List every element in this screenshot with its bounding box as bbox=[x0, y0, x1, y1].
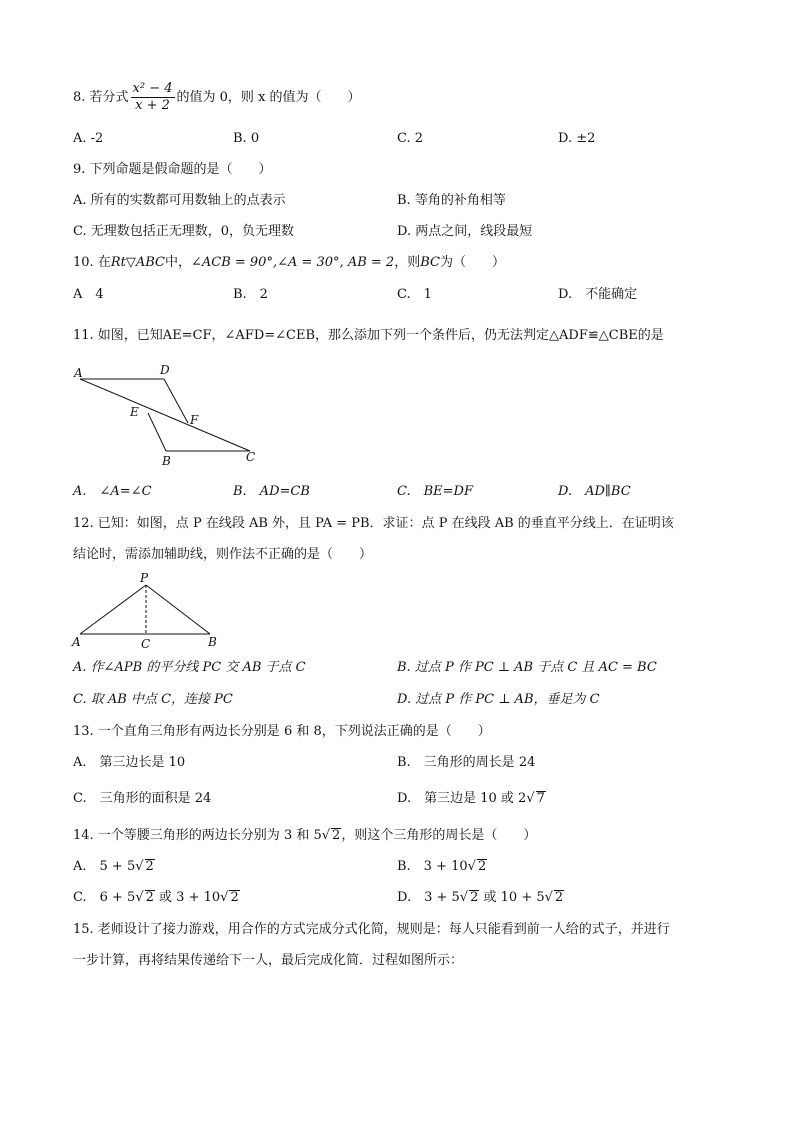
q13-option-d: D. 第三边是 10 或 2√ 7 bbox=[397, 791, 545, 806]
q15-stem-line2: 一步计算，再将结果传递给下一人，最后完成化简．过程如图所示： bbox=[73, 953, 464, 968]
q14-option-a: A. 5 + 5√ 2 bbox=[73, 859, 154, 874]
q11-option-c: C. BE=DF bbox=[397, 484, 473, 499]
q8-option-a: A. -2 bbox=[73, 131, 104, 146]
q14-option-d-mid: 或 10 + 5 bbox=[479, 890, 545, 905]
q12-label-a: A bbox=[72, 635, 81, 649]
q11-option-a: A. ∠A=∠C bbox=[73, 484, 152, 499]
q8-fraction-numerator: x² − 4 bbox=[132, 81, 173, 96]
q14-stem-radicand: 2 bbox=[332, 828, 341, 843]
q10-option-d: D. 不能确定 bbox=[558, 287, 638, 302]
q12-label-c: C bbox=[141, 637, 151, 650]
q13-stem: 13. 一个直角三角形有两边长分别是 6 和 8，下列说法正确的是（ ） bbox=[73, 724, 491, 739]
q14-option-b: B. 3 + 10√ 2 bbox=[397, 859, 487, 874]
q13-option-d-radicand: 7 bbox=[536, 791, 545, 806]
q11-label-a: A bbox=[74, 366, 83, 380]
q10-stem-b: 中， bbox=[164, 255, 191, 270]
q11-stem: 11. 如图，已知AE=CF，∠AFD=∠CEB，那么添加下列一个条件后，仍无法判定△ADF≌△CBE的是 bbox=[73, 328, 664, 343]
q10-condition: ∠ACB = 90°,∠A = 30°, AB = 2 bbox=[190, 255, 395, 270]
q8-prefix: 8. 若分式 bbox=[73, 90, 129, 105]
q14-option-d-text: D. 3 + 5 bbox=[397, 890, 460, 905]
q11-label-c: C bbox=[246, 450, 256, 464]
q10-triangle: Rt▽ABC bbox=[110, 255, 165, 270]
q12-option-c: C. 取 AB 中点 C，连接 PC bbox=[73, 692, 233, 707]
q14-option-a-text: A. 5 + 5 bbox=[73, 859, 136, 874]
q10-option-b: B. 2 bbox=[233, 287, 268, 302]
q9-option-a: A. 所有的实数都可用数轴上的点表示 bbox=[73, 193, 286, 208]
q14-option-c-radicand-1: 2 bbox=[145, 890, 154, 905]
q12-figure bbox=[68, 570, 228, 650]
q14-option-a-radicand: 2 bbox=[145, 859, 154, 874]
q8-stem bbox=[73, 80, 361, 116]
q10-stem-c: ，则 bbox=[394, 255, 421, 270]
q11-label-f: F bbox=[190, 413, 199, 427]
q10-stem-d: 为（ ） bbox=[439, 255, 505, 270]
q12-option-a: A. 作∠APB 的平分线 PC 交 AB 于点 C bbox=[73, 660, 306, 675]
q14-option-c: C. 6 + 5√ 2 或 3 + 10√ 2 bbox=[73, 890, 239, 905]
q8-option-b: B. 0 bbox=[233, 131, 260, 146]
q11-segment-eb bbox=[148, 413, 166, 451]
q12-segment-pb bbox=[146, 585, 210, 634]
q9-option-c: C. 无理数包括正无理数，0，负无理数 bbox=[73, 224, 295, 239]
q14-option-b-text: B. 3 + 10 bbox=[397, 859, 468, 874]
q8-option-d: D. ±2 bbox=[558, 131, 596, 146]
q11-segment-ac bbox=[80, 379, 250, 451]
q13-option-c: C. 三角形的面积是 24 bbox=[73, 791, 212, 806]
q11-option-b: B. AD=CB bbox=[233, 484, 310, 499]
q14-option-b-radicand: 2 bbox=[477, 859, 487, 874]
q12-segment-pa bbox=[80, 585, 146, 634]
q10-option-c: C. 1 bbox=[397, 287, 432, 302]
q12-option-b: B. 过点 P 作 PC ⊥ AB 于点 C 且 AC = BC bbox=[397, 660, 657, 675]
q13-option-b: B. 三角形的周长是 24 bbox=[397, 755, 536, 770]
q11-figure bbox=[68, 360, 268, 470]
q14-option-c-mid: 或 3 + 10 bbox=[154, 890, 221, 905]
q14-stem: 14. 一个等腰三角形的两边长分别为 3 和 5√ 2，则这个三角形的周长是（ ） bbox=[73, 828, 537, 843]
q8-option-c: C. 2 bbox=[397, 131, 424, 146]
q14-option-c-radicand-2: 2 bbox=[230, 890, 239, 905]
q15-stem-line1: 15. 老师设计了接力游戏，用合作的方式完成分式化简，规则是：每人只能看到前一人给的式子，并进行 bbox=[73, 922, 670, 937]
q14-stem-b: ，则这个三角形的周长是（ ） bbox=[341, 828, 537, 843]
q14-stem-a: 14. 一个等腰三角形的两边长分别为 3 和 5 bbox=[73, 828, 322, 843]
q10-option-a: A 4 bbox=[73, 287, 104, 302]
q12-stem-line2: 结论时，需添加辅助线，则作法不正确的是（ ） bbox=[73, 547, 373, 562]
q14-option-c-text: C. 6 + 5 bbox=[73, 890, 136, 905]
q9-option-b: B. 等角的补角相等 bbox=[397, 193, 506, 208]
q11-label-e: E bbox=[130, 405, 139, 419]
q11-option-d: D. AD∥BC bbox=[558, 484, 631, 499]
q12-option-d: D. 过点 P 作 PC ⊥ AB，垂足为 C bbox=[397, 692, 600, 707]
q10-stem-a: 10. 在 bbox=[73, 255, 111, 270]
q11-label-b: B bbox=[162, 454, 171, 468]
q9-stem: 9. 下列命题是假命题的是（ ） bbox=[73, 162, 272, 177]
q8-suffix: 的值为 0，则 x 的值为（ ） bbox=[176, 90, 361, 105]
q14-option-d-radicand-1: 2 bbox=[470, 890, 479, 905]
q8-fraction bbox=[131, 81, 175, 114]
q10-stem bbox=[73, 254, 505, 272]
q12-stem-line1: 12. 已知：如图，点 P 在线段 AB 外，且 PA = PB．求证：点 P 在线段 AB 的垂直平分线上．在证明该 bbox=[73, 516, 674, 531]
q9-option-d: D. 两点之间，线段最短 bbox=[397, 224, 533, 239]
q13-option-d-text: D. 第三边是 10 或 2 bbox=[397, 791, 527, 806]
q12-label-p: P bbox=[140, 571, 149, 585]
q14-option-d-radicand-2: 2 bbox=[554, 890, 564, 905]
q11-label-d: D bbox=[160, 363, 170, 377]
q12-label-b: B bbox=[208, 635, 217, 649]
q14-option-d: D. 3 + 5√ 2 或 10 + 5√ 2 bbox=[397, 890, 564, 905]
q10-bc: BC bbox=[420, 255, 440, 270]
q13-option-a: A. 第三边长是 10 bbox=[73, 755, 186, 770]
q8-fraction-denominator: x + 2 bbox=[135, 98, 170, 113]
